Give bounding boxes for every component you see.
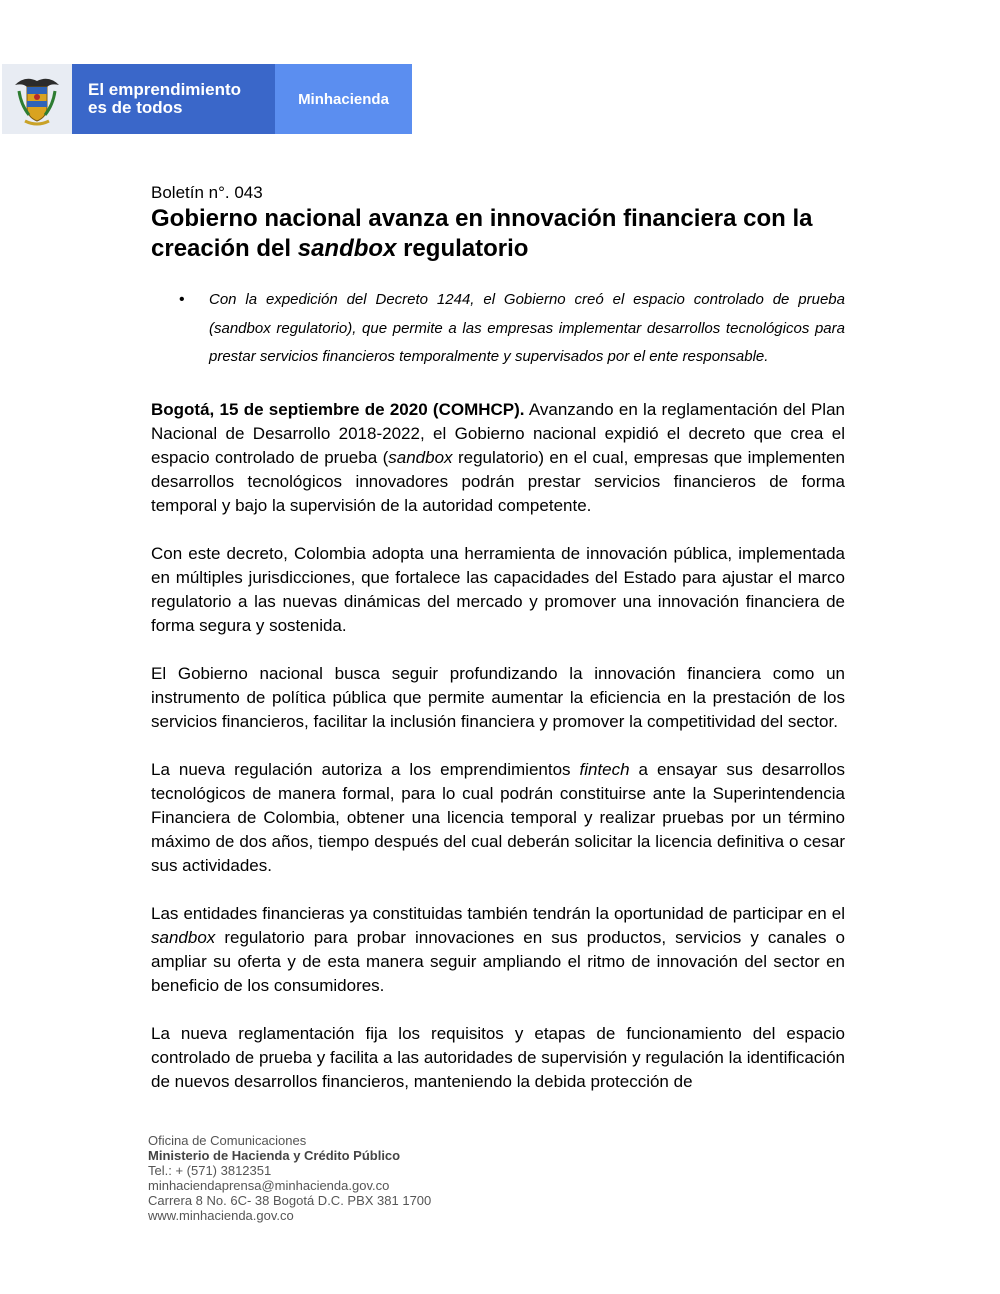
slogan-line-2: es de todos bbox=[88, 98, 183, 117]
slogan-box bbox=[72, 64, 275, 134]
footer-contact bbox=[148, 1133, 431, 1223]
header-banner bbox=[2, 64, 412, 134]
paragraph-6: La nueva reglamentación fija los requisitos y etapas de funcionamiento del espacio controlado de prueba y facilita a las autoridades de supervisión y regulación la identificación de nuevos desarrollos financieros, manteniendo la debida protección de bbox=[151, 1023, 845, 1091]
footer-phone: Tel.: + (571) 3812351 bbox=[148, 1163, 272, 1178]
p1-part-b: regulatorio) en el cual, empresas que implementen desarrollos tecnológicos innovadores podrán prestar servicios financieros de forma temporal y bajo la supervisión de la autoridad competente. bbox=[151, 447, 845, 515]
title-emphasis: sandbox bbox=[297, 235, 397, 262]
paragraph-5 bbox=[151, 902, 845, 998]
paragraph-4 bbox=[151, 758, 845, 878]
footer-office: Oficina de Comunicaciones bbox=[148, 1133, 307, 1148]
highlights-list bbox=[151, 286, 845, 372]
p4-part-a: La nueva regulación autoriza a los emprendimientos bbox=[151, 759, 580, 779]
p5-part-b: regulatorio para probar innovaciones en sus productos, servicios y canales o ampliar su oferta y de esta manera seguir ampliando el ritmo de innovación del sector en beneficio de los consumidores. bbox=[151, 927, 845, 995]
footer-ministry: Ministerio de Hacienda y Crédito Público bbox=[148, 1148, 401, 1163]
footer-website[interactable]: www.minhacienda.gov.co bbox=[148, 1208, 294, 1223]
footer-address: Carrera 8 No. 6C- 38 Bogotá D.C. PBX 381 1700 bbox=[148, 1193, 432, 1208]
ministry-logo-text: Minhacienda bbox=[298, 90, 389, 108]
title-part-2: regulatorio bbox=[396, 235, 529, 262]
dateline: Bogotá, 15 de septiembre de 2020 (COMHCP). bbox=[151, 399, 525, 419]
paragraph-1 bbox=[151, 398, 845, 518]
p5-part-a: Las entidades financieras ya constituidas también tendrán la oportunidad de participar en el bbox=[151, 903, 845, 923]
paragraph-3: El Gobierno nacional busca seguir profundizando la innovación financiera como un instrumento de política pública que permite aumentar la eficiencia en la prestación de los servicios financieros, facilitar la inclusión financiera y promover la competitividad del sector. bbox=[151, 663, 845, 731]
p4-emphasis: fintech bbox=[579, 759, 630, 779]
slogan-line-1: El emprendimiento bbox=[88, 80, 242, 99]
bulletin-number: Boletín n°. 043 bbox=[151, 183, 263, 202]
title-part-1: Gobierno nacional avanza en innovación financiera con la creación del bbox=[151, 205, 813, 262]
ministry-logo-box bbox=[275, 64, 412, 134]
footer-email[interactable]: minhaciendaprensa@minhacienda.gov.co bbox=[148, 1178, 390, 1193]
p1-part-a: Avanzando en la reglamentación del Plan Nacional de Desarrollo 2018-2022, el Gobierno nacional expidió el decreto que crea el espacio controlado de prueba ( bbox=[151, 399, 845, 467]
article-body bbox=[151, 182, 845, 1094]
article-title bbox=[151, 204, 845, 264]
colombia-coat-of-arms-icon bbox=[11, 71, 63, 127]
highlight-item: • Con la expedición del Decreto 1244, el Gobierno creó el espacio controlado de prueba (sandbox regulatorio), que permite a las empresas implementar desarrollos tecnológicos para prestar servicios financieros temporalmente y supervisados por el ente responsable. bbox=[209, 286, 845, 372]
p1-emphasis: sandbox bbox=[388, 447, 453, 467]
seal-box bbox=[2, 64, 72, 134]
paragraph-2: Con este decreto, Colombia adopta una herramienta de innovación pública, implementada en múltiples jurisdicciones, que fortalece las capacidades del Estado para ajustar el marco regulatorio a las nuevas dinámicas del mercado y promover una innovación financiera de forma segura y sostenida. bbox=[151, 543, 845, 635]
p4-part-b: a ensayar sus desarrollos tecnológicos de manera formal, para lo cual podrán constituirse ante la Superintendencia Financiera de Colombia, obtener una licencia temporal y realizar pruebas por un término máximo de dos años, tiempo después del cual deberán solicitar la licencia definitiva o cesar sus actividades. bbox=[151, 759, 845, 875]
p5-emphasis: sandbox bbox=[151, 927, 216, 947]
